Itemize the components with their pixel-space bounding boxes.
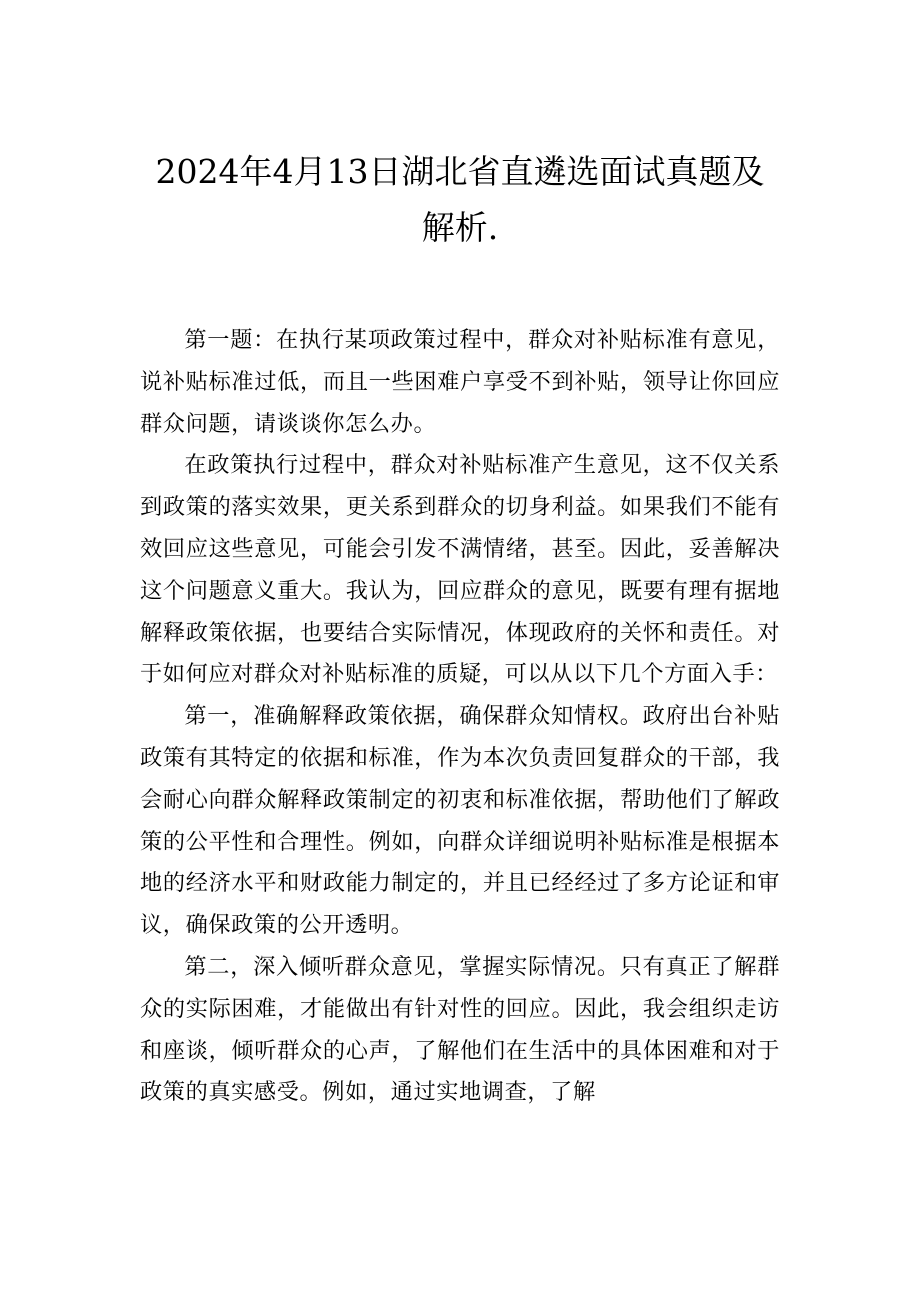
document-body [140,320,780,1114]
paragraph-point-1: 第一，准确解释政策依据，确保群众知情权。政府出台补贴政策有其特定的依据和标准，作为本次负责回复群众的干部，我会耐心向群众解释政策制定的初衷和标准依据，帮助他们了解政策的公平性和合理性。例如，向群众详细说明补贴标准是根据本地的经济水平和财政能力制定的，并且已经经过了多方论证和审议，确保政策的公开透明。 [140,703,780,939]
title-line-1: 2024年4月13日湖北省直遴选面试真题及 [155,152,765,191]
document-title [120,144,800,256]
paragraph-point-2: 第二，深入倾听群众意见，掌握实际情况。只有真正了解群众的实际困难，才能做出有针对性的回应。因此，我会组织走访和座谈，倾听群众的心声，了解他们在生活中的具体困难和对于政策的真实感受。例如，通过实地调查，了解 [140,953,780,1106]
title-line-2: 解析. [421,208,499,247]
paragraph-intro: 在政策执行过程中，群众对补贴标准产生意见，这不仅关系到政策的落实效果，更关系到群众的切身利益。如果我们不能有效回应这些意见，可能会引发不满情绪，甚至。因此，妥善解决这个问题意义重大。我认为，回应群众的意见，既要有理有据地解释政策依据，也要结合实际情况，体现政府的关怀和责任。对于如何应对群众对补贴标准的质疑，可以从以下几个方面入手： [140,452,780,688]
paragraph-question: 第一题：在执行某项政策过程中，群众对补贴标准有意见，说补贴标准过低，而且一些困难户享受不到补贴，领导让你回应群众问题，请谈谈你怎么办。 [140,327,780,437]
